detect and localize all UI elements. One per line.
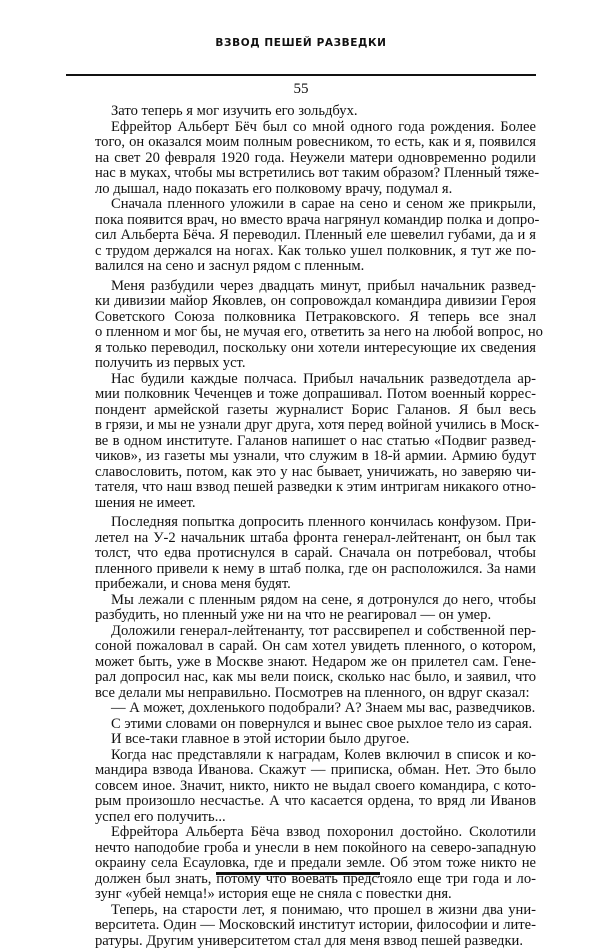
paragraph xyxy=(95,748,536,826)
text-line: Ефрейтора Альберта Бёча взвод похоронил достойно. Сколотили xyxy=(95,825,536,841)
text-line: рым произошло несчастье. А что касается ордена, то вряд ли Иванов xyxy=(95,794,536,810)
text-line: Советского Союза полковника Петраковского. Я теперь все знал xyxy=(95,310,536,326)
text-line: пока появится врач, но вместо врача нагрянул командир полка и допро- xyxy=(95,213,536,229)
paragraph xyxy=(95,903,536,949)
body-text xyxy=(95,104,536,949)
text-line: мии полковник Чеченцев и тоже допрашивал. Потом военный коррес- xyxy=(95,387,536,403)
text-line: того, он оказался моим полным ровесником, то есть, как и я, появился xyxy=(95,135,536,151)
running-head: ВЗВОД ПЕШЕЙ РАЗВЕДКИ xyxy=(66,36,536,50)
text-line: ки дивизии майор Яковлев, он сопровождал командира дивизии Героя xyxy=(95,294,536,310)
text-line: пленного привели к нему в штаб полка, где он расположился. За нами xyxy=(95,562,536,578)
paragraph xyxy=(95,120,536,198)
text-line: летел на У-2 начальник штаба фронта генерал-лейтенант, он был так xyxy=(95,531,536,547)
text-line: получить из первых уст. xyxy=(95,356,536,372)
paragraph xyxy=(95,515,536,593)
text-line: рал допросил нас, как мы вели поиск, сколько нас было, и заявил, что xyxy=(95,670,536,686)
text-line: я только переводил, поскольку они хотели интересующие их сведения xyxy=(95,341,536,357)
text-line: прибежали, и снова меня будят. xyxy=(95,577,536,593)
text-line: должен был знать, потому что воевать предстояло еще три года и ло- xyxy=(95,872,536,888)
text-line: все делали мы неправильно. Посмотрев на пленного, он вдруг сказал: xyxy=(95,686,536,702)
text-line: валился на сено и заснул рядом с пленным. xyxy=(95,259,536,275)
text-line: тателя, что наш взвод пешей разведки к этим интригам никакого отно- xyxy=(95,480,536,496)
text-line: Ефрейтор Альберт Бёч был со мной одного года рождения. Более xyxy=(95,120,536,136)
text-line: Меня разбудили через двадцать минут, прибыл начальник развед- xyxy=(95,279,536,295)
text-line: Когда нас представляли к наградам, Колев включил в список и ко- xyxy=(95,748,536,764)
text-line: Теперь, на старости лет, я понимаю, что прошел в жизни два уни- xyxy=(95,903,536,919)
text-line: шения не имеет. xyxy=(95,496,536,512)
paragraph xyxy=(95,624,536,702)
text-line: Нас будили каждые полчаса. Прибыл начальник разведотдела ар- xyxy=(95,372,536,388)
text-line: Последняя попытка допросить пленного кончилась конфузом. При- xyxy=(95,515,536,531)
paragraph xyxy=(95,717,536,733)
text-line: нечто наподобие гроба и унесли в нем покойного на северо-западную xyxy=(95,841,536,857)
text-line: зунг «убей немца!» история еще не сняла с повестки дня. xyxy=(95,887,536,903)
text-line: в грязи, и мы не узнали друг друга, хотя перед войной учились в Моск- xyxy=(95,418,536,434)
text-line: толст, что едва протиснулся в сарай. Сначала он потребовал, чтобы xyxy=(95,546,536,562)
text-line: окраину села Есауловка, где и предали земле. Об этом тоже никто не xyxy=(95,856,536,872)
text-line: — А может, дохленького подобрали? А? Знаем мы вас, разведчиков. xyxy=(95,701,536,717)
paragraph xyxy=(95,279,536,372)
paragraph xyxy=(95,197,536,275)
header-rule xyxy=(66,74,536,76)
text-line: мандира взвода Иванова. Скажут — приписка, обман. Нет. Это было xyxy=(95,763,536,779)
end-of-chapter-rule xyxy=(216,872,380,875)
text-line: ратуры. Другим университетом стал для меня взвод пешей разведки. xyxy=(95,934,536,949)
text-line: Сначала пленного уложили в сарае на сено и сеном же прикрыли, xyxy=(95,197,536,213)
text-line: нас в муках, чтобы мы встретились вот таким образом? Пленный тяже- xyxy=(95,166,536,182)
text-line: сил Альберта Бёча. Я переводил. Пленный еле шевелил губами, да и я xyxy=(95,228,536,244)
text-line: Зато теперь я мог изучить его зольдбух. xyxy=(95,104,536,120)
paragraph xyxy=(95,593,536,624)
text-line: славословить, потом, как это у нас бывает, уничижать, но заверяю чи- xyxy=(95,465,536,481)
text-line: пондент армейской газеты журналист Борис Галанов. Я был весь xyxy=(95,403,536,419)
text-line: на свет 20 февраля 1920 года. Неужели матери одновременно родили xyxy=(95,151,536,167)
text-line: ве в одном институте. Галанов напишет о нас статью «Подвиг развед- xyxy=(95,434,536,450)
text-line: И все-таки главное в этой истории было другое. xyxy=(95,732,536,748)
text-line: совсем иное. Значит, никто, никто не выдал своего командира, с кото- xyxy=(95,779,536,795)
paragraph xyxy=(95,732,536,748)
text-line: верситета. Один — Московский институт истории, философии и лите- xyxy=(95,918,536,934)
text-line: С этими словами он повернулся и вынес свое рыхлое тело из сарая. xyxy=(95,717,536,733)
text-line: успел его получить... xyxy=(95,810,536,826)
paragraph xyxy=(95,701,536,717)
text-line: чиков», из газеты мы узнали, что служим в 18-й армии. Армию будут xyxy=(95,449,536,465)
text-line: с трудом держался на ногах. Как только ушел полковник, я тут же по- xyxy=(95,244,536,260)
text-line: Доложили генерал-лейтенанту, тот рассвирепел и собственной пер- xyxy=(95,624,536,640)
text-line: ло дышал, надо показать его полковому врачу, подумал я. xyxy=(95,182,536,198)
paragraph xyxy=(95,104,536,120)
text-line: соной пожаловал в сарай. Он сам хотел увидеть пленного, о котором, xyxy=(95,639,536,655)
text-line: Мы лежали с пленным рядом на сене, я дотронулся до него, чтобы xyxy=(95,593,536,609)
paragraph xyxy=(95,825,536,903)
text-line: может быть, уже в Москве знают. Недаром же он прилетел сам. Гене- xyxy=(95,655,536,671)
page-number: 55 xyxy=(66,80,536,98)
text-line: о пленном и мог бы, не мучая его, ответить за него на любой вопрос, но xyxy=(95,325,536,341)
paragraph xyxy=(95,372,536,512)
text-line: разбудить, но пленный уже ни на что не реагировал — он умер. xyxy=(95,608,536,624)
